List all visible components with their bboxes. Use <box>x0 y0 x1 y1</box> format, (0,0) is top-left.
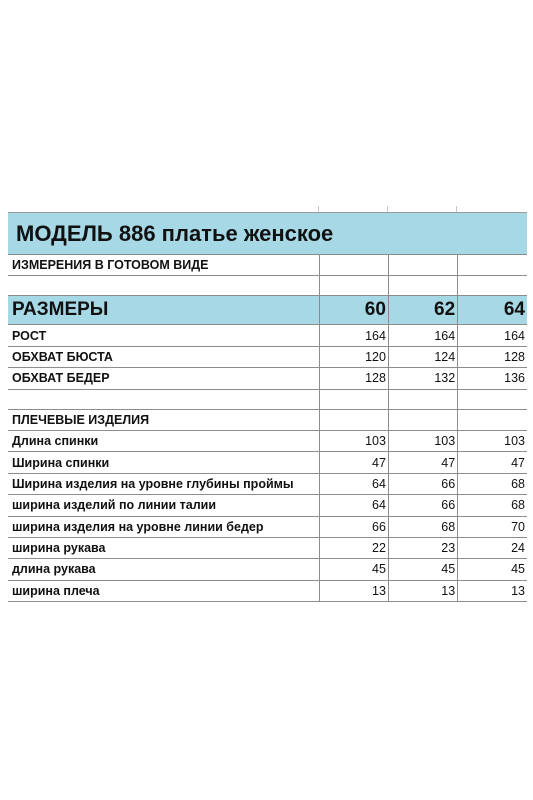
row-label: РОСТ <box>8 325 319 346</box>
row-label: Ширина изделия на уровне глубины проймы <box>8 473 319 494</box>
row-value: 47 <box>458 452 527 473</box>
row-value: 103 <box>319 430 388 451</box>
table-row <box>8 473 527 494</box>
table-cell <box>319 276 388 296</box>
table-row <box>8 516 527 537</box>
row-value: 68 <box>458 473 527 494</box>
row-value: 64 <box>319 473 388 494</box>
section-row <box>8 409 527 430</box>
row-value: 66 <box>388 473 457 494</box>
sizes-label: РАЗМЕРЫ <box>8 296 319 325</box>
blank-row <box>8 389 527 409</box>
row-value: 45 <box>458 559 527 580</box>
row-value: 45 <box>319 559 388 580</box>
row-value: 132 <box>388 368 457 389</box>
table-cell <box>388 409 457 430</box>
row-value: 13 <box>319 580 388 601</box>
table-cell <box>388 276 457 296</box>
row-value: 128 <box>458 346 527 367</box>
table-cell <box>458 409 527 430</box>
table-row <box>8 368 527 389</box>
section-title: ПЛЕЧЕВЫЕ ИЗДЕЛИЯ <box>8 409 319 430</box>
title-row <box>8 213 527 255</box>
table-cell <box>319 389 388 409</box>
row-value: 24 <box>458 537 527 558</box>
table-row <box>8 537 527 558</box>
row-value: 13 <box>458 580 527 601</box>
table-cell <box>458 255 527 276</box>
size-62: 62 <box>388 296 457 325</box>
row-value: 66 <box>319 516 388 537</box>
row-label: длина рукава <box>8 559 319 580</box>
row-value: 45 <box>388 559 457 580</box>
row-value: 136 <box>458 368 527 389</box>
table-row <box>8 452 527 473</box>
row-value: 70 <box>458 516 527 537</box>
row-label: ширина плеча <box>8 580 319 601</box>
table-cell <box>388 255 457 276</box>
blank-row <box>8 276 527 296</box>
table-cell <box>319 255 388 276</box>
measurements-subtitle: ИЗМЕРЕНИЯ В ГОТОВОМ ВИДЕ <box>8 255 319 276</box>
table-row <box>8 495 527 516</box>
table-row <box>8 346 527 367</box>
row-value: 124 <box>388 346 457 367</box>
table-row <box>8 580 527 601</box>
table-cell <box>319 409 388 430</box>
row-label: ширина изделия на уровне линии бедер <box>8 516 319 537</box>
table-cell <box>458 276 527 296</box>
spreadsheet <box>8 212 527 602</box>
row-value: 13 <box>388 580 457 601</box>
table-cell <box>8 276 319 296</box>
row-value: 64 <box>319 495 388 516</box>
model-title: МОДЕЛЬ 886 платье женское <box>8 213 527 255</box>
row-value: 120 <box>319 346 388 367</box>
row-value: 164 <box>388 325 457 346</box>
row-label: Длина спинки <box>8 430 319 451</box>
size-60: 60 <box>319 296 388 325</box>
table-cell <box>458 389 527 409</box>
row-value: 23 <box>388 537 457 558</box>
subtitle-row <box>8 255 527 276</box>
row-value: 103 <box>458 430 527 451</box>
row-value: 68 <box>458 495 527 516</box>
sizes-header-row <box>8 296 527 325</box>
table-row <box>8 559 527 580</box>
row-value: 22 <box>319 537 388 558</box>
table-cell <box>8 389 319 409</box>
row-value: 164 <box>458 325 527 346</box>
row-label: ОБХВАТ БЮСТА <box>8 346 319 367</box>
row-label: ширина рукава <box>8 537 319 558</box>
row-value: 47 <box>388 452 457 473</box>
row-label: Ширина спинки <box>8 452 319 473</box>
row-value: 128 <box>319 368 388 389</box>
row-value: 103 <box>388 430 457 451</box>
row-value: 47 <box>319 452 388 473</box>
row-value: 68 <box>388 516 457 537</box>
table-cell <box>388 389 457 409</box>
size-table <box>8 212 527 602</box>
size-64: 64 <box>458 296 527 325</box>
row-value: 164 <box>319 325 388 346</box>
table-row <box>8 325 527 346</box>
table-row <box>8 430 527 451</box>
row-label: ширина изделий по линии талии <box>8 495 319 516</box>
row-value: 66 <box>388 495 457 516</box>
row-label: ОБХВАТ БЕДЕР <box>8 368 319 389</box>
